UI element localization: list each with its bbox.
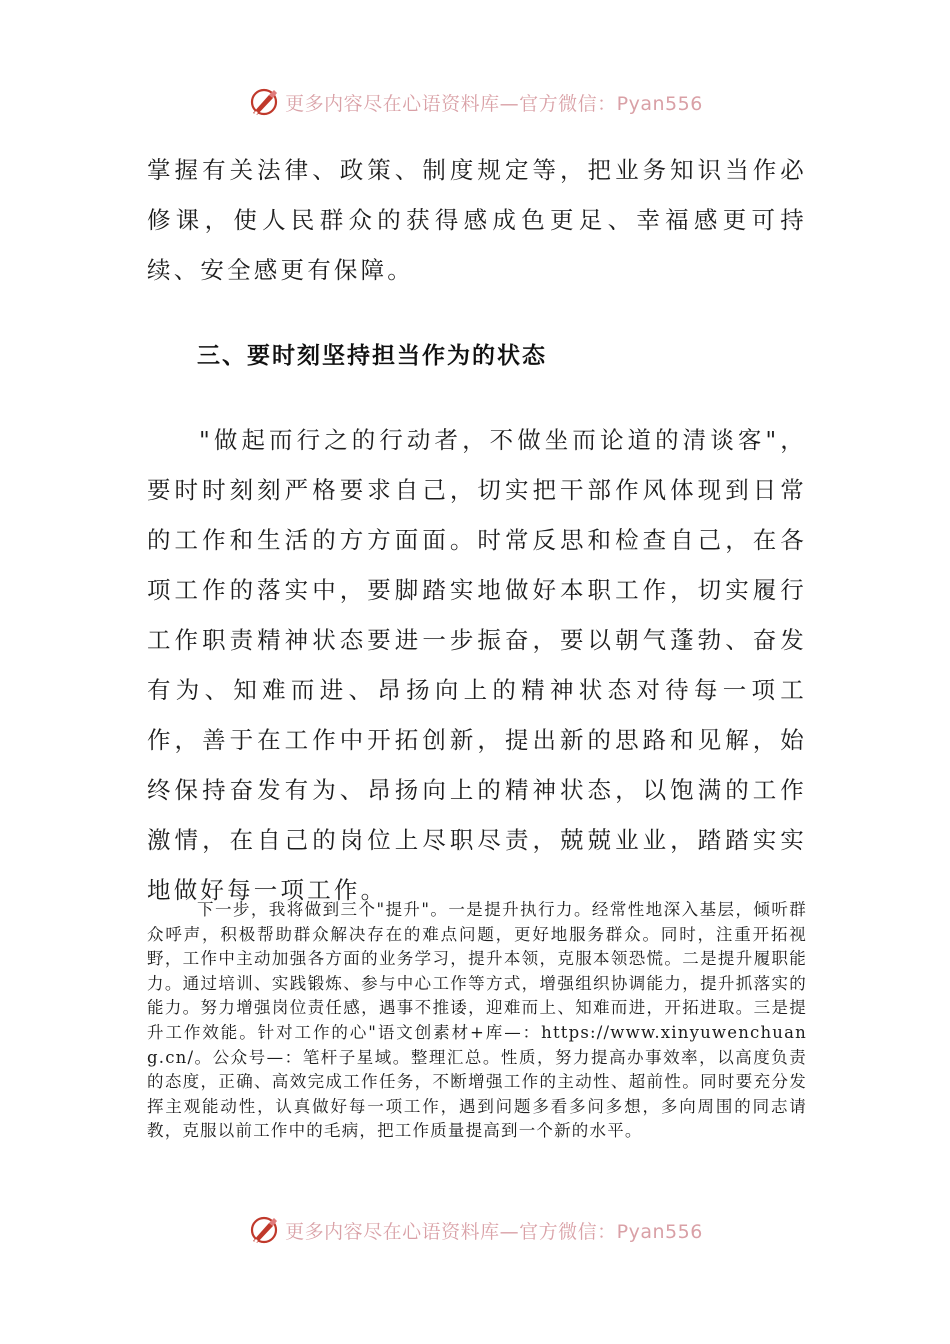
header-watermark (0, 80, 950, 124)
watermark-text: 更多内容尽在心语资料库—官方微信：Pyan556 (285, 1220, 703, 1243)
pen-circle-logo-icon (247, 1213, 281, 1247)
watermark-text: 更多内容尽在心语资料库—官方微信：Pyan556 (285, 92, 703, 115)
paragraph-2: "做起而行之的行动者，不做坐而论道的清谈客"，要时时刻刻严格要求自己，切实把干部作风体现到日常的工作和生活的方方面面。时常反思和检查自己，在各项工作的落实中，要脚踏实地做好本职工作，切实履行工作职责精神状态要进一步振奋，要以朝气蓬勃、奋发有为、知难而进、昂扬向上的精神状态对待每一项工作，善于在工作中开拓创新，提出新的思路和见解，始终保持奋发有为、昂扬向上的精神状态，以饱满的工作激情，在自己的岗位上尽职尽责，兢兢业业，踏踏实实地做好每一项工作。 (147, 426, 807, 904)
pen-circle-logo-icon (247, 85, 281, 119)
paragraph-3: 下一步，我将做到三个"提升"。一是提升执行力。经常性地深入基层，倾听群众呼声，积极帮助群众解决存在的难点问题，更好地服务群众。同时，注重开拓视野，工作中主动加强各方面的业务学习，提升本领，克服本领恐慌。二是提升履职能力。通过培训、实践锻炼、参与中心工作等方式，增强组织协调能力，提升抓落实的能力。努力增强岗位责任感，遇事不推诿，迎难而上、知难而进，开拓进取。三是提升工作效能。针对工作的心"语文创素材+库—：https://www.xinyuwenchuang.cn/。公众号—：笔杆子星域。整理汇总。性质，努力提高办事效率，以高度负责的态度，正确、高效完成工作任务，不断增强工作的主动性、超前性。同时要充分发挥主观能动性，认真做好每一项工作，遇到问题多看多问多想，多向周围的同志请教，克服以前工作中的毛病，把工作质量提高到一个新的水平。 (147, 900, 807, 1141)
section-heading: 三、要时刻坚持担当作为的状态 (197, 343, 547, 369)
footer-watermark (0, 1208, 950, 1252)
paragraph-1: 掌握有关法律、政策、制度规定等，把业务知识当作必修课，使人民群众的获得感成色更足、幸福感更可持续、安全感更有保障。 (147, 156, 807, 284)
